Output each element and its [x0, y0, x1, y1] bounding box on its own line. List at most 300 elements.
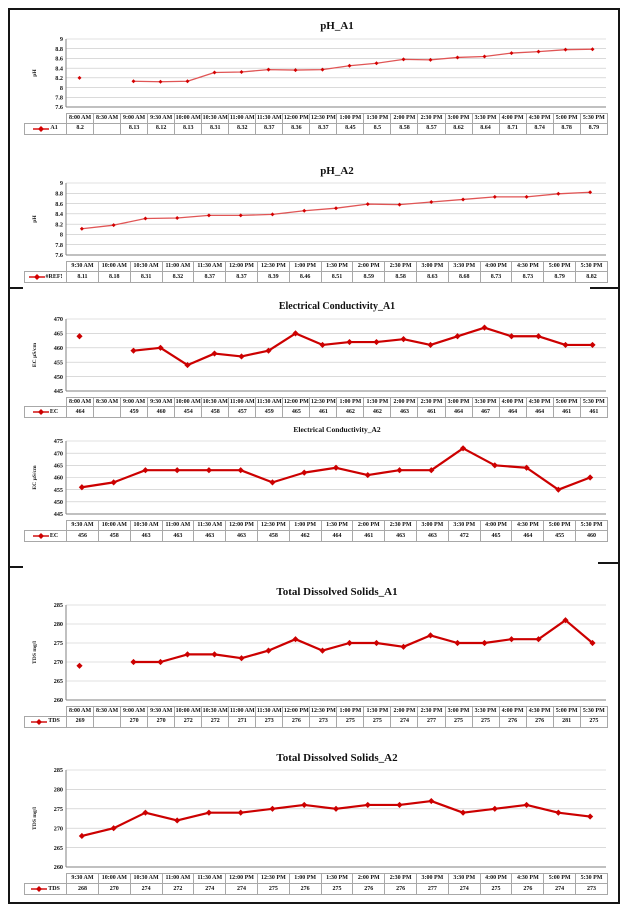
time-header-cell: 1:30 PM — [364, 113, 391, 123]
value-cell: 461 — [310, 407, 337, 418]
value-cell: 463 — [385, 530, 417, 541]
time-header-cell: 12:30 PM — [257, 262, 289, 272]
value-row — [25, 884, 608, 895]
value-cell: 270 — [121, 716, 148, 727]
value-cell: 276 — [385, 884, 417, 895]
time-header-cell: 5:00 PM — [544, 262, 576, 272]
data-point-marker — [292, 636, 298, 642]
y-tick-label: 285 — [53, 767, 63, 775]
time-header-cell: 3:00 PM — [445, 397, 472, 407]
time-header-cell: 2:30 PM — [418, 397, 445, 407]
y-tick-label: 8.8 — [55, 190, 63, 198]
time-header-row — [25, 706, 608, 716]
chart-data-table — [24, 520, 608, 542]
y-axis-title: EC µS/cm — [32, 342, 38, 367]
value-cell: 277 — [418, 716, 445, 727]
value-cell: 274 — [226, 884, 258, 895]
table-corner-cell — [25, 521, 67, 531]
legend-cell — [25, 407, 67, 418]
value-cell: 268 — [67, 884, 99, 895]
data-point-marker — [211, 350, 217, 356]
line-chart-plot — [24, 315, 608, 397]
time-header-row — [25, 113, 608, 123]
time-header-cell: 9:30 AM — [148, 397, 175, 407]
series-legend — [26, 408, 65, 416]
chart-ec-a2 — [24, 426, 608, 542]
value-row — [25, 407, 608, 418]
time-header-cell: 11:30 AM — [256, 113, 283, 123]
value-cell: 8.13 — [121, 123, 148, 134]
value-cell: 459 — [121, 407, 148, 418]
value-cell: 8.37 — [226, 272, 258, 283]
chart-title: Total Dissolved Solids_A1 — [276, 585, 398, 598]
value-cell: 8.64 — [472, 123, 499, 134]
time-header-cell: 5:30 PM — [576, 262, 608, 272]
y-tick-label: 260 — [53, 696, 63, 704]
data-line — [82, 192, 590, 229]
time-header-cell: 5:00 PM — [553, 113, 580, 123]
time-header-cell: 2:30 PM — [418, 113, 445, 123]
y-tick-label: 8 — [59, 84, 63, 92]
value-cell: 274 — [194, 884, 226, 895]
data-point-marker — [427, 341, 433, 347]
time-header-row — [25, 874, 608, 884]
value-cell: 464 — [321, 530, 353, 541]
legend-cell — [25, 530, 67, 541]
table-corner-cell — [25, 397, 67, 407]
time-header-cell: 3:00 PM — [445, 706, 472, 716]
value-cell: 275 — [480, 884, 512, 895]
value-cell: 276 — [289, 884, 321, 895]
value-cell: 8.46 — [289, 272, 321, 283]
chart-tds-a2 — [24, 752, 608, 896]
time-header-cell: 4:00 PM — [480, 874, 512, 884]
value-cell: 463 — [226, 530, 258, 541]
value-cell: 8.31 — [130, 272, 162, 283]
time-header-cell: 10:00 AM — [98, 521, 130, 531]
legend-cell — [25, 272, 67, 283]
value-cell: 8.32 — [229, 123, 256, 134]
value-cell: 464 — [67, 407, 94, 418]
y-axis-title: pH — [32, 68, 38, 77]
value-cell: 273 — [576, 884, 608, 895]
value-cell: 8.71 — [499, 123, 526, 134]
data-point-marker — [460, 810, 466, 816]
value-cell: 457 — [229, 407, 256, 418]
legend-marker-icon — [29, 273, 45, 281]
data-point-marker — [206, 810, 212, 816]
value-row — [25, 272, 608, 283]
time-header-cell: 1:00 PM — [337, 113, 364, 123]
time-header-cell: 2:00 PM — [391, 113, 418, 123]
data-point-marker — [76, 333, 82, 339]
plot-area — [24, 315, 608, 397]
value-cell — [94, 716, 121, 727]
y-tick-label: 460 — [53, 474, 63, 482]
value-cell: 8.57 — [418, 123, 445, 134]
time-header-cell: 3:00 PM — [417, 874, 449, 884]
y-tick-label: 470 — [53, 450, 63, 458]
value-cell: 8.58 — [385, 272, 417, 283]
time-header-cell: 4:00 PM — [480, 262, 512, 272]
value-cell: 463 — [417, 530, 449, 541]
chart-title: pH_A2 — [320, 164, 354, 177]
data-point-marker — [454, 333, 460, 339]
time-header-cell: 11:00 AM — [229, 113, 256, 123]
time-header-cell: 5:30 PM — [580, 397, 607, 407]
time-header-cell: 12:00 PM — [226, 521, 258, 531]
value-cell: 8.59 — [353, 272, 385, 283]
time-header-cell: 1:00 PM — [289, 874, 321, 884]
value-cell: 8.12 — [148, 123, 175, 134]
data-point-marker — [587, 474, 593, 480]
value-cell: 275 — [364, 716, 391, 727]
y-tick-label: 270 — [53, 658, 63, 666]
time-header-cell: 3:30 PM — [472, 113, 499, 123]
time-header-cell: 2:00 PM — [391, 397, 418, 407]
value-cell: 8.73 — [480, 272, 512, 283]
data-point-marker — [319, 341, 325, 347]
y-tick-label: 465 — [53, 330, 63, 338]
data-point-marker — [269, 806, 275, 812]
y-tick-label: 445 — [53, 511, 63, 519]
time-header-cell: 12:00 PM — [283, 397, 310, 407]
time-header-cell: 12:30 PM — [310, 706, 337, 716]
page-content — [16, 12, 608, 895]
data-point-marker — [333, 806, 339, 812]
time-header-cell: 11:00 AM — [162, 262, 194, 272]
series-legend — [26, 125, 65, 133]
value-cell: 8.18 — [98, 272, 130, 283]
time-header-cell: 12:00 PM — [283, 113, 310, 123]
time-header-cell: 3:00 PM — [417, 262, 449, 272]
plot-area — [24, 179, 608, 261]
data-line — [134, 620, 593, 662]
time-header-cell: 3:30 PM — [448, 521, 480, 531]
value-cell: 8.37 — [256, 123, 283, 134]
value-cell: 274 — [130, 884, 162, 895]
time-header-cell: 2:00 PM — [353, 521, 385, 531]
value-cell: 272 — [175, 716, 202, 727]
time-header-row — [25, 262, 608, 272]
data-table — [24, 706, 608, 728]
data-point-marker — [302, 209, 306, 213]
data-point-marker — [238, 655, 244, 661]
legend-label: #REF! — [45, 273, 63, 280]
value-cell: 270 — [148, 716, 175, 727]
data-point-marker — [78, 75, 82, 79]
value-cell: 270 — [98, 884, 130, 895]
value-cell: 275 — [580, 716, 607, 727]
legend-label: TDS — [48, 718, 60, 725]
data-point-marker — [346, 640, 352, 646]
chart-data-table — [24, 706, 608, 728]
data-point-marker — [238, 810, 244, 816]
data-point-marker — [319, 647, 325, 653]
value-cell: 271 — [229, 716, 256, 727]
value-cell: 8.78 — [553, 123, 580, 134]
time-header-cell: 10:00 AM — [98, 262, 130, 272]
value-cell: 8.37 — [194, 272, 226, 283]
value-cell: 464 — [526, 407, 553, 418]
value-cell: 8.2 — [67, 123, 94, 134]
value-cell: 462 — [289, 530, 321, 541]
time-header-cell: 4:30 PM — [512, 521, 544, 531]
data-point-marker — [265, 647, 271, 653]
y-axis-title: EC µS/cm — [32, 465, 38, 490]
table-corner-cell — [25, 262, 67, 272]
data-point-marker — [396, 467, 402, 473]
value-cell: 458 — [202, 407, 229, 418]
y-tick-label: 465 — [53, 462, 63, 470]
value-cell: 454 — [175, 407, 202, 418]
data-point-marker — [562, 341, 568, 347]
y-tick-label: 455 — [53, 358, 63, 366]
y-tick-label: 280 — [53, 620, 63, 628]
data-table — [24, 397, 608, 419]
data-point-marker — [130, 347, 136, 353]
time-header-cell: 3:30 PM — [472, 397, 499, 407]
data-point-marker — [523, 802, 529, 808]
data-point-marker — [175, 216, 179, 220]
data-point-marker — [159, 79, 163, 83]
time-header-cell: 5:00 PM — [544, 874, 576, 884]
data-point-marker — [240, 70, 244, 74]
chart-title: Total Dissolved Solids_A2 — [276, 751, 398, 764]
value-row — [25, 123, 608, 134]
value-cell: 8.62 — [445, 123, 472, 134]
time-header-cell: 11:00 AM — [229, 397, 256, 407]
legend-marker-icon — [31, 718, 47, 726]
data-point-marker — [375, 61, 379, 65]
time-header-cell: 5:30 PM — [576, 521, 608, 531]
time-header-cell: 1:00 PM — [289, 262, 321, 272]
value-cell: 472 — [448, 530, 480, 541]
data-point-marker — [132, 79, 136, 83]
time-header-cell: 11:30 AM — [194, 521, 226, 531]
value-cell: 276 — [499, 716, 526, 727]
value-cell: 274 — [391, 716, 418, 727]
chart-data-table — [24, 873, 608, 895]
value-cell: 8.58 — [391, 123, 418, 134]
value-cell: 458 — [257, 530, 289, 541]
line-chart-plot — [24, 179, 608, 261]
y-tick-label: 9 — [59, 35, 63, 43]
y-tick-label: 475 — [53, 438, 63, 446]
data-point-marker — [588, 190, 592, 194]
data-point-marker — [238, 353, 244, 359]
time-header-cell: 3:00 PM — [417, 521, 449, 531]
time-header-cell: 9:30 AM — [148, 113, 175, 123]
y-tick-label: 450 — [53, 373, 63, 381]
y-tick-label: 450 — [53, 499, 63, 507]
value-cell: 461 — [418, 407, 445, 418]
data-point-marker — [525, 195, 529, 199]
plot-area — [24, 35, 608, 113]
data-point-marker — [174, 817, 180, 823]
y-tick-label: 260 — [53, 864, 63, 872]
table-corner-cell — [25, 113, 67, 123]
y-tick-label: 8.4 — [55, 64, 63, 72]
y-tick-label: 455 — [53, 486, 63, 494]
chart-tds-a1 — [24, 586, 608, 728]
chart-title: Electrical Conductivity_A1 — [278, 301, 396, 313]
chart-title: pH_A1 — [320, 20, 354, 32]
time-header-row — [25, 521, 608, 531]
value-cell: 467 — [472, 407, 499, 418]
value-cell: 8.63 — [417, 272, 449, 283]
data-point-marker — [508, 636, 514, 642]
data-point-marker — [402, 57, 406, 61]
value-cell: 463 — [162, 530, 194, 541]
time-header-cell: 8:00 AM — [67, 113, 94, 123]
data-point-marker — [564, 47, 568, 51]
value-cell: 8.32 — [162, 272, 194, 283]
value-cell: 460 — [576, 530, 608, 541]
value-cell: 461 — [553, 407, 580, 418]
data-point-marker — [238, 467, 244, 473]
y-tick-label: 270 — [53, 825, 63, 833]
time-header-cell: 1:30 PM — [364, 397, 391, 407]
data-point-marker — [142, 467, 148, 473]
time-header-cell: 10:00 AM — [175, 113, 202, 123]
legend-marker-icon — [33, 532, 49, 540]
time-header-cell: 12:30 PM — [257, 874, 289, 884]
value-cell: 274 — [448, 884, 480, 895]
y-tick-label: 265 — [53, 677, 63, 685]
time-header-cell: 10:00 AM — [175, 706, 202, 716]
time-header-cell: 5:00 PM — [544, 521, 576, 531]
value-cell: 275 — [337, 716, 364, 727]
value-cell: 269 — [67, 716, 94, 727]
value-cell: 459 — [256, 407, 283, 418]
data-point-marker — [157, 659, 163, 665]
plot-area — [24, 601, 608, 706]
data-point-marker — [348, 63, 352, 67]
y-tick-label: 9 — [59, 180, 63, 188]
value-cell: 456 — [67, 530, 99, 541]
line-chart-plot — [24, 766, 608, 873]
time-header-cell: 9:00 AM — [121, 113, 148, 123]
time-header-cell: 11:30 AM — [256, 397, 283, 407]
time-header-cell: 10:00 AM — [98, 874, 130, 884]
chart-data-table — [24, 261, 608, 283]
y-tick-label: 8.2 — [55, 74, 63, 82]
series-legend — [26, 885, 65, 893]
data-point-marker — [186, 79, 190, 83]
value-cell: 273 — [256, 716, 283, 727]
data-point-marker — [589, 341, 595, 347]
data-point-marker — [400, 336, 406, 342]
table-corner-cell — [25, 706, 67, 716]
value-cell: 465 — [480, 530, 512, 541]
value-cell: 464 — [512, 530, 544, 541]
value-cell: 462 — [337, 407, 364, 418]
data-point-marker — [373, 339, 379, 345]
legend-cell — [25, 716, 67, 727]
time-header-cell: 3:00 PM — [445, 113, 472, 123]
data-table — [24, 113, 608, 135]
time-header-cell: 9:00 AM — [121, 397, 148, 407]
data-point-marker — [510, 51, 514, 55]
y-tick-label: 7.6 — [55, 252, 63, 260]
data-point-marker — [334, 206, 338, 210]
time-header-cell: 12:30 PM — [257, 521, 289, 531]
data-point-marker — [483, 54, 487, 58]
data-point-marker — [428, 798, 434, 804]
data-line — [134, 49, 593, 82]
data-point-marker — [508, 333, 514, 339]
value-cell: 8.73 — [512, 272, 544, 283]
legend-marker-icon — [33, 408, 49, 416]
data-point-marker — [587, 814, 593, 820]
time-header-cell: 1:30 PM — [321, 874, 353, 884]
value-cell: 462 — [364, 407, 391, 418]
time-header-cell: 2:00 PM — [353, 262, 385, 272]
line-chart-plot — [24, 601, 608, 706]
value-cell: 272 — [202, 716, 229, 727]
time-header-cell: 10:30 AM — [202, 397, 229, 407]
y-tick-label: 460 — [53, 344, 63, 352]
time-header-cell: 5:00 PM — [553, 397, 580, 407]
legend-cell — [25, 884, 67, 895]
data-point-marker — [591, 47, 595, 51]
time-header-row — [25, 397, 608, 407]
time-header-cell: 2:30 PM — [385, 521, 417, 531]
value-cell: 276 — [353, 884, 385, 895]
time-header-cell: 12:30 PM — [310, 113, 337, 123]
time-header-cell: 8:30 AM — [94, 706, 121, 716]
data-point-marker — [461, 198, 465, 202]
value-cell: 276 — [526, 716, 553, 727]
data-point-marker — [365, 802, 371, 808]
data-point-marker — [184, 651, 190, 657]
time-header-cell: 2:30 PM — [385, 262, 417, 272]
data-point-marker — [481, 640, 487, 646]
legend-label: EC — [49, 532, 59, 539]
time-header-cell: 12:30 PM — [310, 397, 337, 407]
data-point-marker — [537, 49, 541, 53]
time-header-cell: 4:00 PM — [499, 113, 526, 123]
time-header-cell: 4:30 PM — [512, 874, 544, 884]
time-header-cell: 11:30 AM — [194, 874, 226, 884]
value-cell: 8.36 — [283, 123, 310, 134]
time-header-cell: 12:00 PM — [226, 874, 258, 884]
time-header-cell: 8:30 AM — [94, 397, 121, 407]
time-header-cell: 9:00 AM — [121, 706, 148, 716]
value-cell: 460 — [148, 407, 175, 418]
data-point-marker — [398, 203, 402, 207]
time-header-cell: 9:30 AM — [67, 874, 99, 884]
time-header-cell: 11:30 AM — [256, 706, 283, 716]
value-cell: 8.79 — [544, 272, 576, 283]
time-header-cell: 4:00 PM — [480, 521, 512, 531]
y-tick-label: 275 — [53, 806, 63, 814]
data-point-marker — [206, 467, 212, 473]
y-tick-label: 7.8 — [55, 94, 63, 102]
data-point-marker — [174, 467, 180, 473]
value-cell: 463 — [130, 530, 162, 541]
value-cell: 458 — [98, 530, 130, 541]
time-header-cell: 12:00 PM — [283, 706, 310, 716]
data-point-marker — [373, 640, 379, 646]
value-cell: 8.82 — [576, 272, 608, 283]
time-header-cell: 4:00 PM — [499, 397, 526, 407]
time-header-cell: 9:30 AM — [148, 706, 175, 716]
data-point-marker — [535, 333, 541, 339]
value-cell: 461 — [580, 407, 607, 418]
data-table — [24, 873, 608, 895]
